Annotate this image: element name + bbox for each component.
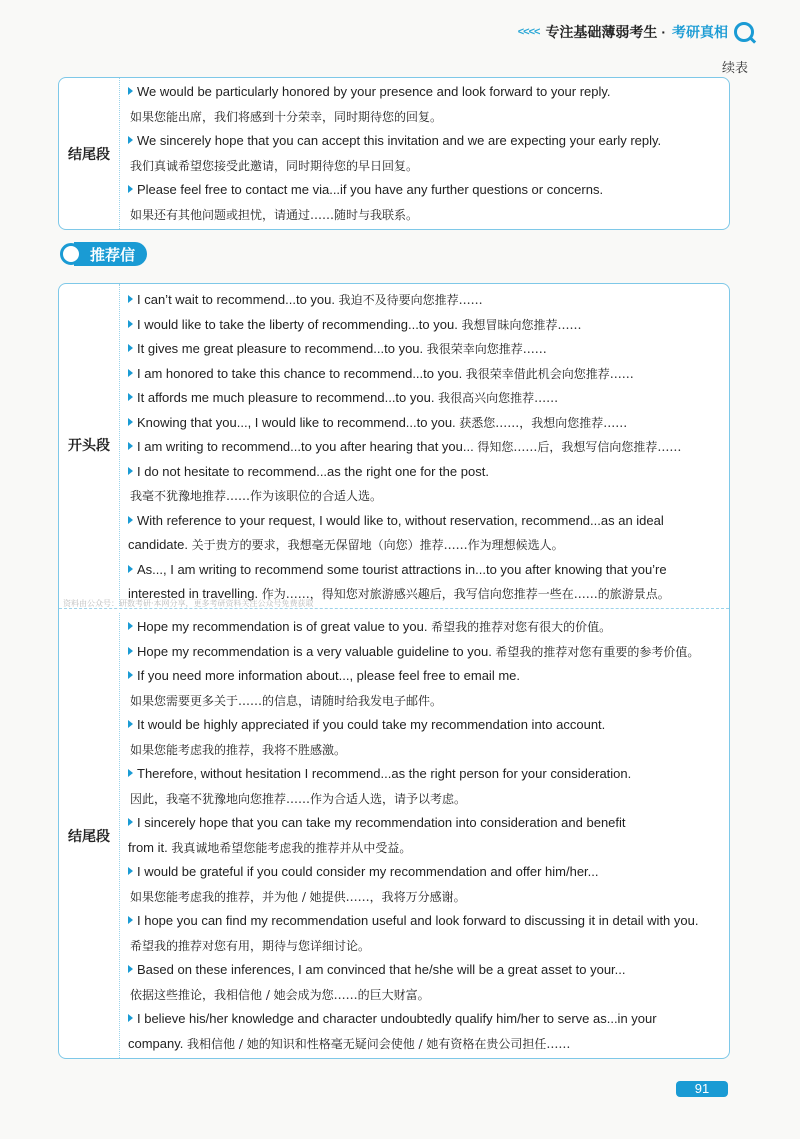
english-phrase: It affords me much pleasure to recommend...to you. — [137, 390, 439, 405]
english-phrase: company. — [128, 1035, 188, 1051]
chinese-translation: 如果您需要更多关于……的信息，请随时给我发电子邮件。 — [130, 693, 443, 708]
bullet-icon — [128, 185, 133, 193]
english-phrase: Knowing that you..., I would like to recommend...to you. — [137, 414, 460, 430]
list-item — [128, 885, 721, 910]
english-phrase: I would be grateful if you could consider my recommendation and offer him/her... — [137, 864, 599, 879]
list-item — [128, 313, 721, 338]
list-item — [128, 689, 721, 714]
chinese-translation: 如果您能考虑我的推荐，并为他 / 她提供……，我将万分感谢。 — [130, 889, 466, 904]
rec-closing-content — [119, 613, 729, 1058]
chinese-translation: 希望我的推荐对您有很大的价值。 — [431, 620, 612, 634]
rec-closing-row — [59, 613, 729, 1058]
english-phrase: candidate. — [128, 537, 192, 552]
list-item — [128, 640, 721, 665]
english-phrase: from it. — [128, 839, 172, 855]
list-item — [128, 386, 721, 411]
english-phrase: Therefore, without hesitation I recommend...as the right person for your consideration. — [137, 766, 632, 781]
watermark-text: 资料由公众号：研数考研·本网分享，更多考研资料关注公众号免费获取 — [63, 599, 314, 608]
list-item — [128, 288, 721, 313]
header-tagline: 专注基础薄弱考生 · — [545, 24, 666, 40]
english-phrase: We sincerely hope that you can accept this invitation and we are expecting your early reply. — [137, 133, 662, 148]
bullet-icon — [128, 916, 133, 924]
bullet-icon — [128, 671, 133, 679]
bullet-icon — [128, 418, 133, 426]
english-phrase: With reference to your request, I would like to, without reservation, recommend...as an ideal — [137, 512, 664, 528]
list-item — [128, 1032, 721, 1057]
bullet-icon — [128, 867, 133, 875]
chinese-translation: 得知您……后，我想写信向您推荐…… — [477, 440, 682, 454]
chinese-translation: 我想冒昧向您推荐…… — [461, 317, 582, 332]
list-item — [128, 909, 721, 934]
page-header — [518, 22, 754, 42]
rec-closing-label: 结尾段 — [68, 827, 110, 844]
list-item — [128, 958, 721, 983]
bullet-icon — [128, 1014, 133, 1022]
continued-label: 续表 — [721, 60, 748, 75]
opening-row — [59, 284, 729, 606]
bullet-icon — [128, 369, 133, 377]
english-phrase: Based on these inferences, I am convinced that he/she will be a great asset to your... — [137, 962, 626, 977]
chinese-translation: 如果您能考虑我的推荐，我将不胜感激。 — [130, 742, 347, 757]
bullet-icon — [128, 818, 133, 826]
list-item — [128, 533, 721, 558]
list-item — [128, 1007, 721, 1032]
english-phrase: interested in travelling. — [128, 586, 262, 601]
list-item — [128, 983, 721, 1008]
list-item — [128, 435, 721, 460]
list-item — [128, 558, 721, 583]
chinese-translation: 我很荣幸向您推荐…… — [426, 342, 547, 356]
english-phrase: If you need more information about..., please feel free to email me. — [137, 668, 520, 683]
english-phrase: Hope my recommendation is of great value to you. — [137, 619, 432, 634]
bullet-icon — [128, 516, 133, 524]
list-item — [128, 934, 721, 959]
bullet-icon — [128, 320, 133, 328]
list-item — [128, 484, 721, 509]
bullet-icon — [128, 965, 133, 973]
english-phrase: Please feel free to contact me via...if you have any further questions or concerns. — [137, 182, 604, 197]
row-divider — [59, 599, 729, 609]
list-item — [128, 860, 721, 885]
english-phrase: It gives me great pleasure to recommend...to you. — [137, 341, 427, 356]
bullet-icon — [128, 442, 133, 450]
closing-table — [58, 77, 730, 230]
bullet-icon — [128, 647, 133, 655]
search-icon — [60, 243, 82, 265]
english-phrase: I can’t wait to recommend...to you. — [137, 292, 339, 307]
english-phrase: It would be highly appreciated if you could take my recommendation into account. — [137, 717, 606, 732]
recommendation-table — [58, 283, 730, 1059]
list-item — [128, 811, 721, 836]
chinese-translation: 我真诚地希望您能考虑我的推荐并从中受益。 — [171, 840, 412, 855]
english-phrase: I am honored to take this chance to recommend...to you. — [137, 365, 466, 381]
list-item — [128, 411, 721, 436]
bullet-icon — [128, 136, 133, 144]
bullet-icon — [128, 295, 133, 303]
chinese-translation: 如果您能出席，我们将感到十分荣幸，同时期待您的回复。 — [130, 109, 443, 124]
list-item — [128, 105, 721, 130]
english-phrase: I am writing to recommend...to you after hearing that you... — [137, 439, 478, 454]
list-item — [128, 337, 721, 362]
bullet-icon — [128, 720, 133, 728]
bullet-icon — [128, 467, 133, 475]
english-phrase: I hope you can find my recommendation useful and look forward to discussing it in detail with you. — [137, 913, 699, 928]
list-item — [128, 713, 721, 738]
list-item — [128, 460, 721, 485]
list-item — [128, 362, 721, 387]
chinese-translation: 因此，我毫不犹豫地向您推荐……作为合适人选，请予以考虑。 — [130, 791, 467, 806]
list-item — [128, 509, 721, 534]
list-item — [128, 836, 721, 861]
english-phrase: We would be particularly honored by your presence and look forward to your reply. — [137, 84, 611, 99]
list-item — [128, 738, 721, 763]
chinese-translation: 我迫不及待要向您推荐…… — [338, 293, 483, 307]
closing-label: 结尾段 — [68, 145, 110, 162]
english-phrase: I believe his/her knowledge and character undoubtedly qualify him/her to serve as...in your — [137, 1011, 657, 1026]
bullet-icon — [128, 769, 133, 777]
section-title — [60, 241, 147, 267]
closing-content — [119, 78, 729, 229]
opening-content — [119, 284, 729, 606]
search-icon — [734, 22, 754, 42]
bullet-icon — [128, 565, 133, 573]
english-phrase: Hope my recommendation is a very valuable guideline to you. — [137, 643, 496, 659]
chinese-translation: 我很荣幸借此机会向您推荐…… — [465, 366, 634, 381]
section-title-text: 推荐信 — [74, 242, 147, 266]
list-item — [128, 664, 721, 689]
chinese-translation: 我们真诚希望您接受此邀请，同时期待您的早日回复。 — [130, 158, 419, 173]
english-phrase: As..., I am writing to recommend some tourist attractions in...to you after knowing that you’re — [137, 561, 667, 577]
english-phrase: I sincerely hope that you can take my recommendation into consideration and benefit — [137, 815, 626, 830]
list-item — [128, 615, 721, 640]
header-arrows: <<<< — [517, 26, 540, 38]
chinese-translation: 如果还有其他问题或担忧，请通过……随时与我联系。 — [130, 207, 419, 222]
english-phrase: I do not hesitate to recommend...as the right one for the post. — [137, 463, 489, 479]
bullet-icon — [128, 87, 133, 95]
list-item — [128, 203, 721, 228]
opening-label: 开头段 — [68, 437, 110, 453]
chinese-translation: 我毫不犹豫地推荐……作为该职位的合适人选。 — [130, 489, 383, 503]
chinese-translation: 我相信他 / 她的知识和性格毫无疑问会使他 / 她有资格在贵公司担任…… — [187, 1036, 571, 1051]
chinese-translation: 我很高兴向您推荐…… — [438, 391, 559, 405]
chinese-translation: 获悉您……，我想向您推荐…… — [459, 415, 628, 430]
list-item — [128, 178, 721, 203]
list-item — [128, 762, 721, 787]
chinese-translation: 依据这些推论，我相信他 / 她会成为您……的巨大财富。 — [130, 987, 430, 1002]
english-phrase: I would like to take the liberty of recommending...to you. — [137, 316, 462, 332]
bullet-icon — [128, 622, 133, 630]
list-item — [128, 154, 721, 179]
list-item — [128, 80, 721, 105]
bullet-icon — [128, 393, 133, 401]
bullet-icon — [128, 344, 133, 352]
header-brand: 考研真相 — [672, 24, 728, 40]
chinese-translation: 希望我的推荐对您有重要的参考价值。 — [495, 644, 700, 659]
chinese-translation: 关于贵方的要求，我想毫无保留地（向您）推荐……作为理想候选人。 — [191, 538, 564, 552]
list-item — [128, 787, 721, 812]
page-number: 91 — [676, 1081, 728, 1097]
list-item — [128, 129, 721, 154]
chinese-translation: 作为……，得知您对旅游感兴趣后，我写信向您推荐一些在……的旅游景点。 — [261, 587, 670, 601]
chinese-translation: 希望我的推荐对您有用，期待与您详细讨论。 — [130, 938, 371, 953]
